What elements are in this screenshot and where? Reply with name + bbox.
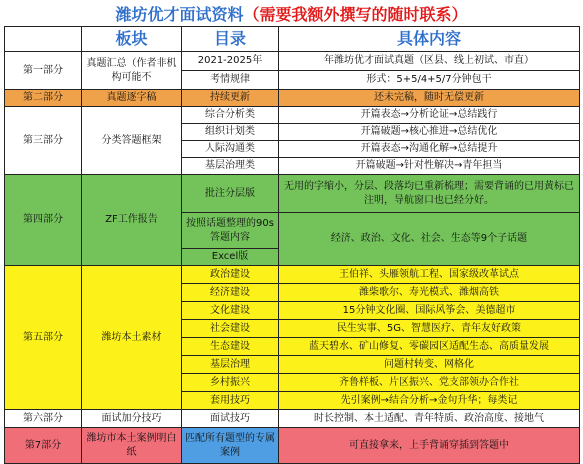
directory-cell: 持续更新 [182, 90, 279, 107]
directory-cell: 政治建设 [182, 266, 279, 284]
content-cell: 时长控制、本土适配、青年特质、政治高度、接地气 [279, 410, 580, 428]
directory-cell: 社会建设 [182, 320, 279, 338]
content-cell: 15分钟文化圈、国际风筝会、美德超市 [279, 302, 580, 320]
directory-cell: 套用技巧 [182, 392, 279, 410]
content-cell: 王伯祥、头雁领航工程、国家级改革试点 [279, 266, 580, 284]
content-cell: 潍柴歌尔、寿光模式、潍烟高铁 [279, 284, 580, 302]
table-row [5, 52, 580, 71]
section-cell: 第四部分 [5, 175, 82, 266]
header-row [5, 27, 580, 52]
table-row [5, 410, 580, 428]
directory-cell: 组织计划类 [182, 124, 279, 141]
directory-cell: 基层治理类 [182, 158, 279, 175]
section-cell: 第二部分 [5, 90, 82, 107]
directory-cell: 文化建设 [182, 302, 279, 320]
section-cell: 第一部分 [5, 52, 82, 90]
content-cell: 问题村转变、网格化 [279, 356, 580, 374]
directory-cell: 基层治理 [182, 356, 279, 374]
directory-cell: 生态建设 [182, 338, 279, 356]
table-row [5, 90, 580, 107]
directory-cell: 考情规律 [182, 71, 279, 90]
content-cell: 民生实事、5G、智慧医疗、青年友好政策 [279, 320, 580, 338]
directory-cell: 按照话题整理的90s答题内容 [182, 213, 279, 249]
content-cell: 蓝天碧水、矿山修复、零碳园区适配生态、高质量发展 [279, 338, 580, 356]
directory-cell: 乡村振兴 [182, 374, 279, 392]
directory-cell: 人际沟通类 [182, 141, 279, 158]
content-cell: 开篇破题→核心推进→总结优化 [279, 124, 580, 141]
resource-table [4, 26, 580, 464]
section-cell: 第7部分 [5, 428, 82, 464]
block-cell: 潍坊本土素材 [82, 266, 182, 410]
table-row [5, 266, 580, 284]
title-note: （需要我额外撰写的随时联系） [243, 4, 468, 24]
content-cell: 可直接拿来，上手背诵穿插到答题中 [279, 428, 580, 464]
block-cell: ZF工作报告 [82, 175, 182, 266]
block-cell: 分类答题框架 [82, 107, 182, 175]
content-cell: 经济、政治、文化、社会、生态等9个子话题 [279, 213, 580, 266]
title-main: 潍坊优才面试资料 [115, 4, 244, 24]
section-cell: 第六部分 [5, 410, 82, 428]
section-cell: 第五部分 [5, 266, 82, 410]
content-cell: 齐鲁样板、片区振兴、党支部领办合作社 [279, 374, 580, 392]
header-directory: 目录 [182, 27, 279, 52]
table-row [5, 428, 580, 464]
content-cell: 开篇表态→沟通化解→总结提升 [279, 141, 580, 158]
directory-cell: 2021-2025年 [182, 52, 279, 71]
directory-cell: 匹配所有题型的专属案例 [182, 428, 279, 464]
directory-cell: 综合分析类 [182, 107, 279, 124]
header-block: 板块 [82, 27, 182, 52]
block-cell: 真题逐字稿 [82, 90, 182, 107]
content-cell: 开篇表态→分析论证→总结践行 [279, 107, 580, 124]
content-cell: 开篇破题→针对性解决→青年担当 [279, 158, 580, 175]
content-cell: 还未完稿，随时无偿更新 [279, 90, 580, 107]
directory-cell: Excel版 [182, 249, 279, 266]
directory-cell: 经济建设 [182, 284, 279, 302]
content-cell: 年潍坊优才面试真题（区县、线上初试、市直） [279, 52, 580, 71]
block-cell: 潍坊市本土案例明白纸 [82, 428, 182, 464]
page-title [0, 0, 583, 26]
content-cell: 先引案例→结合分析→金句升华；每类记 [279, 392, 580, 410]
header-content: 具体内容 [279, 27, 580, 52]
directory-cell: 批注分层版 [182, 175, 279, 213]
block-cell: 真题汇总（作者非机构可能不 [82, 52, 182, 90]
directory-cell: 面试技巧 [182, 410, 279, 428]
content-cell: 无用的字缩小，分层、段落均已重新梳理；需要背诵的已用黄标已注明，导航窗口也已经分好。 [279, 175, 580, 213]
section-cell: 第三部分 [5, 107, 82, 175]
content-cell: 形式：5+5/4+5/7分钟包干 [279, 71, 580, 90]
table-row [5, 107, 580, 124]
block-cell: 面试加分技巧 [82, 410, 182, 428]
table-row [5, 175, 580, 213]
